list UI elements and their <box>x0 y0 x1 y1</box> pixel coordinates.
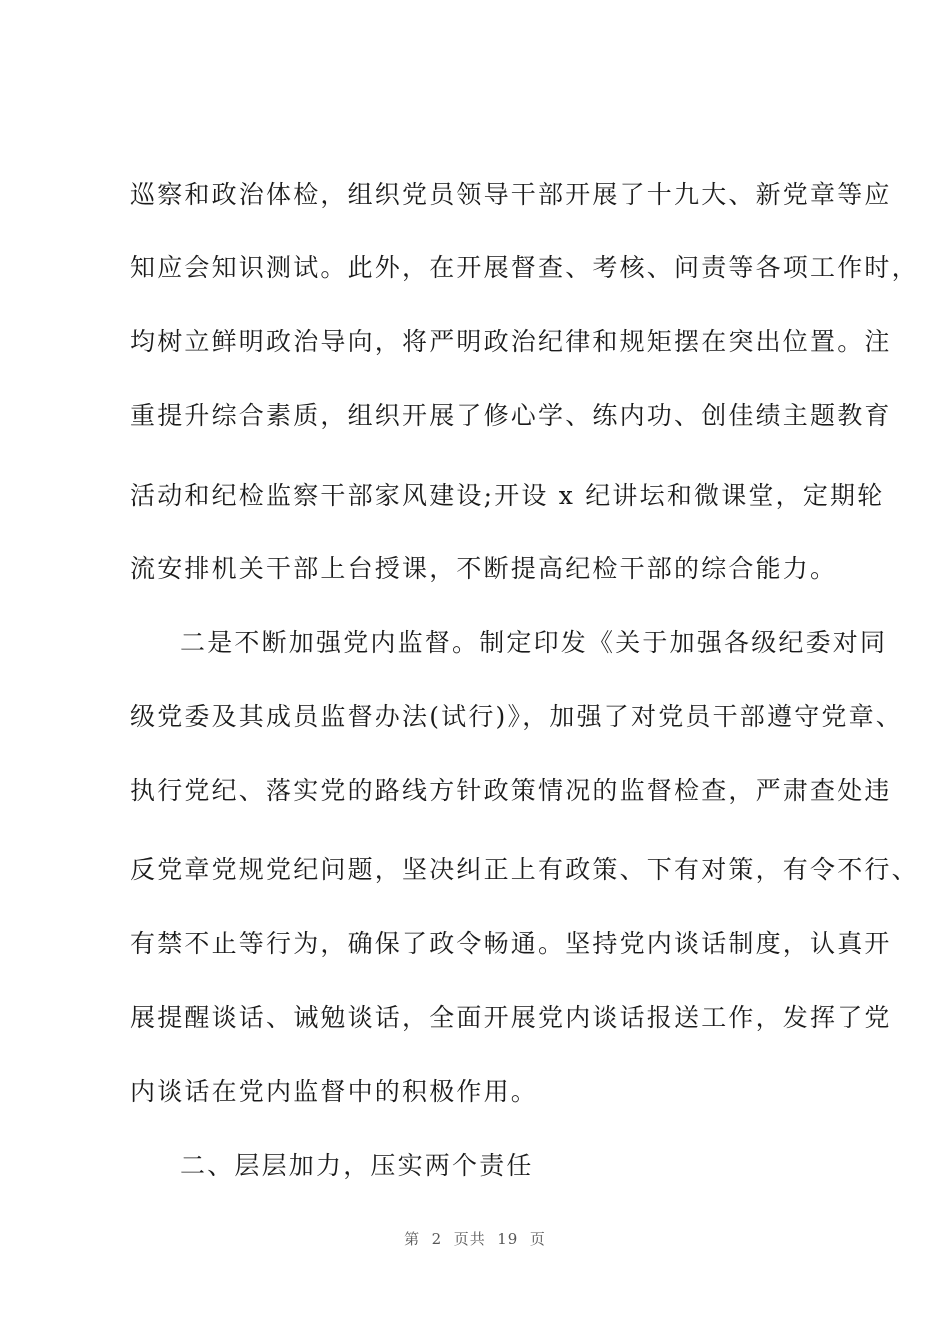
section-heading: 二、层层加力，压实两个责任 <box>180 1151 534 1180</box>
text-line-paragraph-start: 二是不断加强党内监督。制定印发《关于加强各级纪委对同 <box>180 628 888 657</box>
text-line: 活动和纪检监察干部家风建设;开设 x 纪讲坛和微课堂，定期轮 <box>130 481 885 510</box>
text-line: 流安排机关干部上台授课，不断提高纪检干部的综合能力。 <box>130 554 838 583</box>
text-line: 内谈话在党内监督中的积极作用。 <box>130 1077 539 1106</box>
page-number-footer: 第 2 页共 19 页 <box>404 1230 546 1248</box>
text-line: 均树立鲜明政治导向，将严明政治纪律和规矩摆在突出位置。注 <box>130 327 892 356</box>
text-line: 展提醒谈话、诫勉谈话，全面开展党内谈话报送工作，发挥了党 <box>130 1003 892 1032</box>
text-line: 有禁不止等行为，确保了政令畅通。坚持党内谈话制度，认真开 <box>130 929 892 958</box>
text-line: 反党章党规党纪问题，坚决纠正上有政策、下有对策，有令不行、 <box>130 855 919 884</box>
text-line: 级党委及其成员监督办法(试行)》，加强了对党员干部遵守党章、 <box>130 702 904 731</box>
text-line: 知应会知识测试。此外，在开展督查、考核、问责等各项工作时， <box>130 253 919 282</box>
text-line: 重提升综合素质，组织开展了修心学、练内功、创佳绩主题教育 <box>130 401 892 430</box>
text-line: 执行党纪、落实党的路线方针政策情况的监督检查，严肃查处违 <box>130 776 892 805</box>
text-line: 巡察和政治体检，组织党员领导干部开展了十九大、新党章等应 <box>130 180 892 209</box>
